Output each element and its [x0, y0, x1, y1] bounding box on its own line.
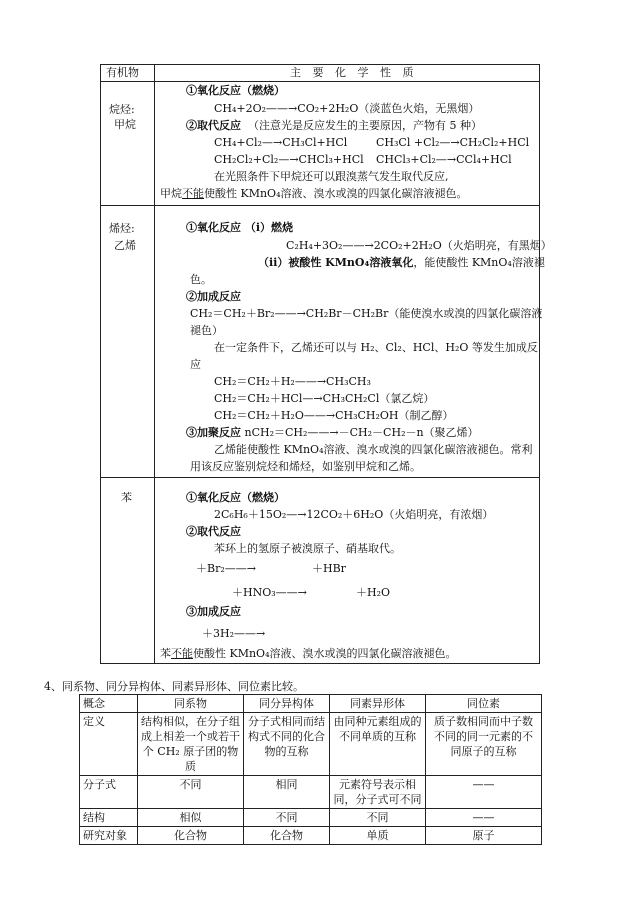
ethylene-oxidation-title: ①氧化反应 （ⅰ）燃烧 — [186, 221, 294, 234]
methane-eq-2: CH₃Cl +Cl₂—→CH₂Cl₂+HCl — [376, 136, 530, 149]
header-organic: 有机物 — [106, 66, 139, 79]
table-cell: 研究对象 — [80, 827, 138, 845]
table-row — [80, 827, 542, 845]
table-cell: 定义 — [80, 713, 138, 776]
ethylene-poly-title: ③加聚反应 — [186, 426, 241, 439]
methane-oxidation-eq: CH₄+2O₂——→CO₂+2H₂O（淡蓝色火焰，无黑烟） — [214, 102, 480, 115]
table-cell: 不同 — [244, 809, 330, 827]
ethylene-eq-hcl: CH₂＝CH₂＋HCl—→CH₃CH₂Cl（氯乙烷） — [214, 392, 435, 405]
methane-substitution-note: （注意光是反应发生的主要原因，产物有 5 种） — [248, 119, 482, 132]
table-cell: 相似 — [138, 809, 244, 827]
ethylene-oxidation-ii-cont: 色。 — [190, 273, 212, 286]
table-cell: 原子 — [426, 827, 542, 845]
table-cell: 不同 — [330, 809, 426, 827]
benzene-addition-eq: ＋3H₂——→ — [202, 627, 266, 640]
ethylene-addition-title: ②加成反应 — [186, 290, 241, 303]
header-properties: 主 要 化 学 性 质 — [290, 66, 418, 79]
ethylene-eq-h2: CH₂＝CH₂＋H₂——→CH₃CH₃ — [214, 375, 371, 388]
methane-note-1: 在光照条件下甲烷还可以跟溴蒸气发生取代反应, — [214, 170, 449, 183]
table-row-divider — [100, 81, 540, 82]
benzene-note-underline: 不能 — [171, 647, 193, 660]
benzene-substitution-title: ②取代反应 — [186, 525, 241, 538]
ethylene-oxidation-ii-bold: （ⅱ）被酸性 KMnO₄溶液氧化 — [258, 256, 414, 269]
table-cell: 质子数相同而中子数不同的同一元素的不同原子的互称 — [426, 713, 542, 776]
benzene-note-post: 使酸性 KMnO₄溶液、溴水或溴的四氯化碳溶液褪色。 — [193, 647, 457, 660]
table-row — [80, 809, 542, 827]
ethylene-addition-eq-cont: 褪色） — [190, 324, 223, 337]
ethylene-eq-h2o: CH₂＝CH₂＋H₂O——→CH₃CH₂OH（制乙醇） — [214, 409, 454, 422]
benzene-oxidation-title: ①氧化反应（燃烧） — [186, 491, 285, 504]
methane-label-1: 烷烃: — [109, 103, 135, 116]
benzene-br-reactant: ＋Br₂——→ — [196, 562, 256, 575]
methane-note-2-pre: 甲烷 — [160, 187, 182, 200]
ethylene-oxidation-eq: C₂H₄+3O₂——→2CO₂+2H₂O（火焰明亮，有黑烟） — [286, 239, 552, 252]
ethylene-label-2: 乙烯 — [114, 239, 136, 252]
header-cell: 概念 — [80, 695, 138, 713]
methane-eq-1: CH₄+Cl₂—→CH₃Cl+HCl — [214, 136, 348, 149]
table-cell: 元素符号表示相同，分子式可不同 — [330, 776, 426, 809]
ethylene-addition-eq: CH₂＝CH₂＋Br₂——→CH₂Br－CH₂Br（能使溴水或溴的四氯化碳溶液 — [190, 307, 543, 320]
table-header-row — [80, 695, 542, 713]
header-cell: 同素异形体 — [330, 695, 426, 713]
methane-eq-3: CH₂Cl₂+Cl₂—→CHCl₃+HCl — [214, 153, 364, 166]
methane-label-2: 甲烷 — [114, 118, 136, 131]
table-cell: 由同种元素组成的不同单质的互称 — [330, 713, 426, 776]
table-cell: 结构 — [80, 809, 138, 827]
ethylene-oxidation-ii-post: ，能使酸性 KMnO₄溶液褪 — [413, 256, 545, 269]
table-cell: —— — [426, 776, 542, 809]
methane-eq-4: CHCl₃+Cl₂—→CCl₄+HCl — [376, 153, 512, 166]
methane-substitution — [186, 119, 482, 133]
header-cell: 同系物 — [138, 695, 244, 713]
benzene-note-pre: 苯 — [160, 647, 171, 660]
ethylene-note-2: 用该反应鉴别烷烃和烯烃，如鉴别甲烷和乙烯。 — [190, 460, 421, 473]
table-cell: 单质 — [330, 827, 426, 845]
ethylene-addition-note-1: 在一定条件下，乙烯还可以与 H₂、Cl₂、HCl、H₂O 等发生加成反 — [214, 341, 538, 354]
table-cell: 分子式相同而结构式不同的化合物的互称 — [244, 713, 330, 776]
header-cell: 同分异构体 — [244, 695, 330, 713]
table-cell: 相同 — [244, 776, 330, 809]
table-cell: 化合物 — [138, 827, 244, 845]
table-row-divider — [100, 205, 540, 206]
ethylene-label-1: 烯烃: — [109, 222, 135, 235]
table-row — [80, 713, 542, 776]
methane-oxidation-title: ①氧化反应（燃烧） — [186, 84, 285, 97]
benzene-substitution-note: 苯环上的氢原子被溴原子、硝基取代。 — [214, 542, 401, 555]
table-cell: 分子式 — [80, 776, 138, 809]
table-cell: —— — [426, 809, 542, 827]
comparison-table — [79, 694, 542, 845]
header-cell: 同位素 — [426, 695, 542, 713]
ethylene-oxidation-ii — [258, 256, 545, 270]
methane-note-2 — [160, 187, 468, 201]
ethylene-note-1: 乙烯能使酸性 KMnO₄溶液、溴水或溴的四氯化碳溶液褪色。常利 — [214, 443, 533, 456]
ethylene-addition-note-2: 应 — [190, 358, 201, 371]
table-row-divider — [100, 477, 540, 478]
table-cell: 结构相似，在分子组成上相差一个或若干个 CH₂ 原子团的物质 — [138, 713, 244, 776]
methane-note-2-underline: 不能 — [182, 187, 204, 200]
section-4-title: 4、同系物、同分异构体、同素异形体、同位素比较。 — [44, 680, 304, 693]
methane-substitution-title: ②取代反应 — [186, 119, 241, 132]
table-cell: 化合物 — [244, 827, 330, 845]
table-column-divider — [154, 64, 155, 664]
benzene-addition-title: ③加成反应 — [186, 605, 241, 618]
methane-note-2-post: 使酸性 KMnO₄溶液、溴水或溴的四氯化碳溶液褪色。 — [204, 187, 468, 200]
table-row — [80, 776, 542, 809]
benzene-nitro-product: ＋H₂O — [356, 586, 391, 599]
table-cell: 不同 — [138, 776, 244, 809]
benzene-oxidation-eq: 2C₆H₆＋15O₂—→12CO₂＋6H₂O（火焰明亮，有浓烟） — [214, 508, 494, 521]
ethylene-poly-eq: nCH₂＝CH₂——→－CH₂－CH₂－n（聚乙烯） — [244, 426, 479, 439]
benzene-nitro-reactant: ＋HNO₃——→ — [232, 586, 307, 599]
benzene-note — [160, 647, 457, 661]
benzene-br-product: ＋HBr — [312, 562, 346, 575]
benzene-label: 苯 — [121, 491, 132, 504]
ethylene-polymerization — [186, 426, 479, 440]
